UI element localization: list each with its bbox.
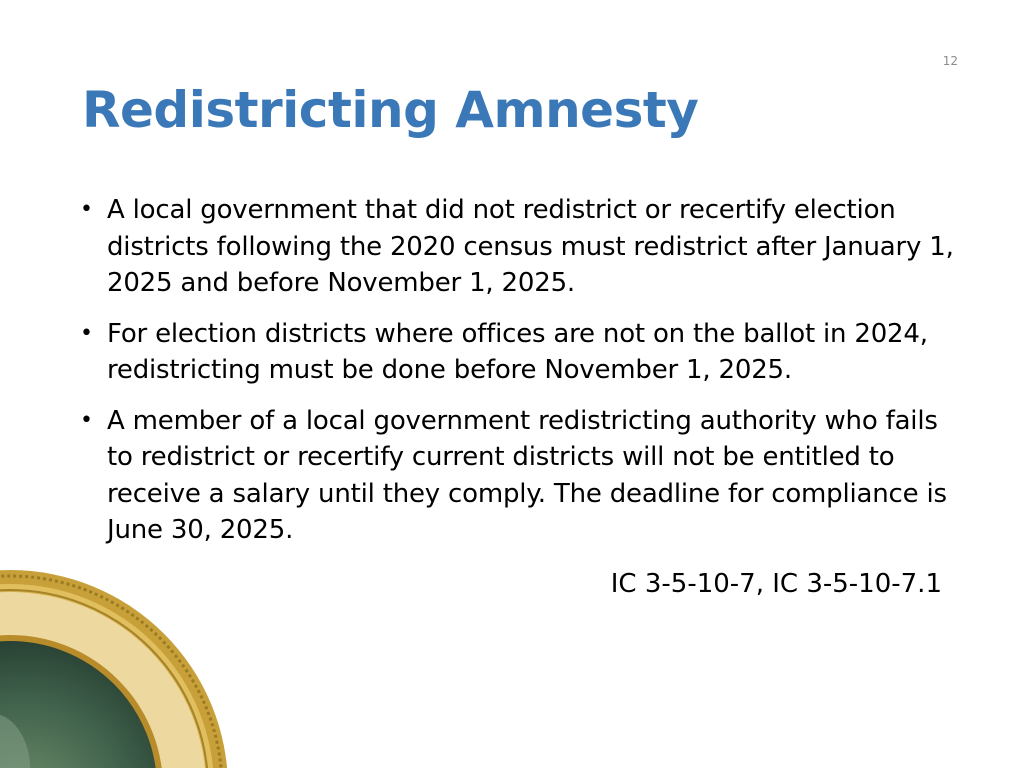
- bullet-text: A local government that did not redistrict or recertify election districts following the 2020 census must redistrict after January 1, 2025 and before November 1, 2025.: [107, 195, 954, 298]
- indiana-seal-icon: [0, 568, 230, 768]
- bullet-item: [80, 192, 960, 302]
- bullet-dot-icon: •: [80, 320, 93, 346]
- bullet-text: For election districts where offices are not on the ballot in 2024, redistricting must be done before November 1, 2025.: [107, 318, 928, 385]
- bullet-item: [80, 316, 960, 389]
- citation: IC 3-5-10-7, IC 3-5-10-7.1: [610, 569, 942, 599]
- bullet-text: A member of a local government redistricting authority who fails to redistrict or recertify current districts will not be entitled to receive a salary until they comply. The deadline for compliance is June 30, 2025.: [107, 405, 947, 545]
- bullet-item: [80, 403, 960, 549]
- bullet-dot-icon: •: [80, 197, 93, 222]
- bullet-dot-icon: •: [80, 407, 93, 433]
- slide-title: Redistricting Amnesty: [82, 81, 699, 139]
- bullet-list: [80, 192, 960, 563]
- slide-number: 12: [942, 54, 958, 68]
